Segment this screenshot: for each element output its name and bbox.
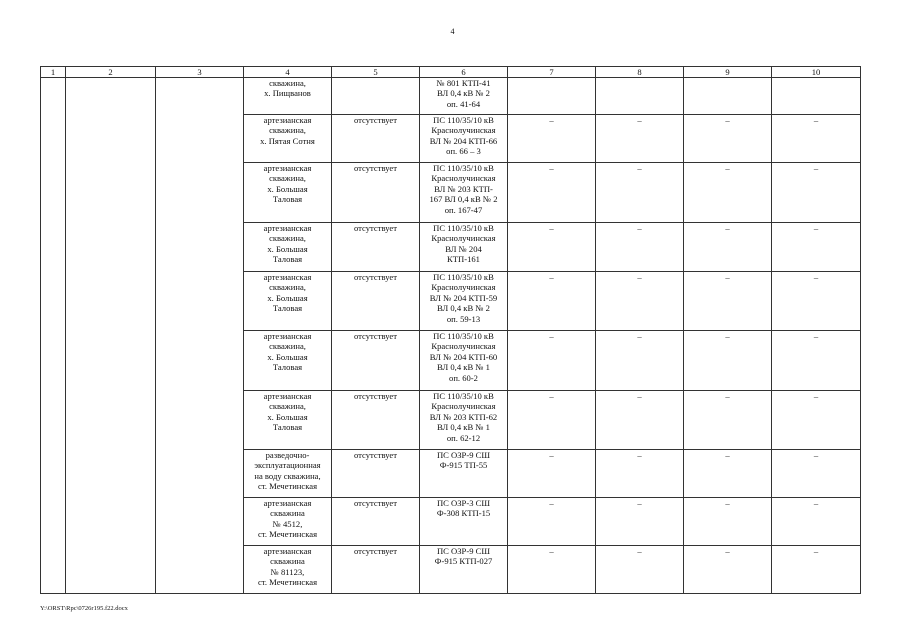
table-cell-10: – bbox=[772, 163, 861, 223]
table-cell-9: – bbox=[684, 546, 772, 594]
table-cell-7: – bbox=[508, 115, 596, 163]
table-cell-9: – bbox=[684, 450, 772, 498]
table-cell-7: – bbox=[508, 163, 596, 223]
table-cell-5: отсутствует bbox=[332, 546, 420, 594]
table-cell-4: скважина, х. Пищванов bbox=[244, 78, 332, 115]
table-cell-10: – bbox=[772, 498, 861, 546]
table-cell-10: – bbox=[772, 272, 861, 331]
table-cell-4: артезианская скважина, х. Большая Таловая bbox=[244, 163, 332, 223]
table-cell-7: – bbox=[508, 391, 596, 450]
table-cell-7: – bbox=[508, 223, 596, 272]
column-header: 5 bbox=[332, 67, 420, 78]
table-cell-6: ПС 110/35/10 кВ Краснолучинская ВЛ № 204 КТП-59 ВЛ 0,4 кВ № 2 оп. 59-13 bbox=[420, 272, 508, 331]
empty-merged-cell bbox=[41, 78, 66, 594]
table-cell-4: артезианская скважина, х. Большая Таловая bbox=[244, 391, 332, 450]
empty-merged-cell bbox=[156, 78, 244, 594]
table-cell-5: отсутствует bbox=[332, 450, 420, 498]
table-cell-7: – bbox=[508, 498, 596, 546]
table-cell-8 bbox=[596, 78, 684, 115]
table-cell-7: – bbox=[508, 272, 596, 331]
table-cell-4: артезианская скважина, х. Большая Таловая bbox=[244, 272, 332, 331]
table-cell-6: ПС 110/35/10 кВ Краснолучинская ВЛ № 204 КТП-60 ВЛ 0,4 кВ № 1 оп. 60-2 bbox=[420, 331, 508, 391]
table-cell-5: отсутствует bbox=[332, 498, 420, 546]
table-cell-9: – bbox=[684, 115, 772, 163]
table-cell-7: – bbox=[508, 450, 596, 498]
table-cell-10: – bbox=[772, 223, 861, 272]
footer-file-path: Y:\ORST\Rpc\0726r195.f22.docx bbox=[40, 605, 128, 612]
table-cell-8: – bbox=[596, 450, 684, 498]
column-header: 1 bbox=[41, 67, 66, 78]
table-cell-5: отсутствует bbox=[332, 223, 420, 272]
table-cell-8: – bbox=[596, 331, 684, 391]
table-cell-7: – bbox=[508, 331, 596, 391]
table-cell-9 bbox=[684, 78, 772, 115]
column-header: 10 bbox=[772, 67, 861, 78]
column-header: 8 bbox=[596, 67, 684, 78]
data-table bbox=[40, 66, 861, 594]
table-cell-6: ПС ОЗР-9 СШ Ф-915 КТП-027 bbox=[420, 546, 508, 594]
table-cell-6: ПС 110/35/10 кВ Краснолучинская ВЛ № 203 КТП- 167 ВЛ 0,4 кВ № 2 оп. 167-47 bbox=[420, 163, 508, 223]
table-cell-7 bbox=[508, 78, 596, 115]
table-cell-5: отсутствует bbox=[332, 272, 420, 331]
column-header: 6 bbox=[420, 67, 508, 78]
table-cell-6: ПС ОЗР-3 СШ Ф-308 КТП-15 bbox=[420, 498, 508, 546]
table-row bbox=[41, 78, 861, 115]
table-cell-8: – bbox=[596, 391, 684, 450]
table-cell-4: артезианская скважина, х. Большая Таловая bbox=[244, 331, 332, 391]
table-cell-5: отсутствует bbox=[332, 391, 420, 450]
table-cell-7: – bbox=[508, 546, 596, 594]
table-cell-8: – bbox=[596, 272, 684, 331]
table-cell-4: артезианская скважина № 81123, ст. Мечетинская bbox=[244, 546, 332, 594]
column-header: 3 bbox=[156, 67, 244, 78]
table-cell-10: – bbox=[772, 450, 861, 498]
table-cell-9: – bbox=[684, 163, 772, 223]
table-cell-10 bbox=[772, 78, 861, 115]
table-cell-6: ПС ОЗР-9 СШ Ф-915 ТП-55 bbox=[420, 450, 508, 498]
table-cell-6: ПС 110/35/10 кВ Краснолучинская ВЛ № 203 КТП-62 ВЛ 0,4 кВ № 1 оп. 62-12 bbox=[420, 391, 508, 450]
table-cell-9: – bbox=[684, 272, 772, 331]
table-cell-5 bbox=[332, 78, 420, 115]
table-cell-10: – bbox=[772, 391, 861, 450]
table-cell-10: – bbox=[772, 546, 861, 594]
table-cell-9: – bbox=[684, 223, 772, 272]
table-cell-10: – bbox=[772, 331, 861, 391]
empty-merged-cell bbox=[66, 78, 156, 594]
table-cell-9: – bbox=[684, 498, 772, 546]
column-header: 4 bbox=[244, 67, 332, 78]
table-cell-6: ПС 110/35/10 кВ Краснолучинская ВЛ № 204 КТП-66 оп. 66 – 3 bbox=[420, 115, 508, 163]
table-cell-8: – bbox=[596, 115, 684, 163]
table-cell-6: ПС 110/35/10 кВ Краснолучинская ВЛ № 204 КТП-161 bbox=[420, 223, 508, 272]
column-header: 2 bbox=[66, 67, 156, 78]
header-row bbox=[41, 67, 861, 78]
table-cell-4: артезианская скважина, х. Большая Таловая bbox=[244, 223, 332, 272]
table-cell-5: отсутствует bbox=[332, 331, 420, 391]
table-cell-9: – bbox=[684, 391, 772, 450]
table-cell-4: артезианская скважина № 4512, ст. Мечетинская bbox=[244, 498, 332, 546]
table-cell-5: отсутствует bbox=[332, 115, 420, 163]
column-header: 7 bbox=[508, 67, 596, 78]
table-cell-8: – bbox=[596, 498, 684, 546]
table-cell-4: артезианская скважина, х. Пятая Сотня bbox=[244, 115, 332, 163]
table-cell-10: – bbox=[772, 115, 861, 163]
table-cell-9: – bbox=[684, 331, 772, 391]
page-number: 4 bbox=[450, 27, 455, 36]
table-cell-8: – bbox=[596, 223, 684, 272]
table-cell-5: отсутствует bbox=[332, 163, 420, 223]
table-cell-8: – bbox=[596, 163, 684, 223]
table-cell-8: – bbox=[596, 546, 684, 594]
table-cell-6: № 801 КТП-41 ВЛ 0,4 кВ № 2 оп. 41-64 bbox=[420, 78, 508, 115]
column-header: 9 bbox=[684, 67, 772, 78]
table-cell-4: разведочно- эксплуатационная на воду скважина, ст. Мечетинская bbox=[244, 450, 332, 498]
